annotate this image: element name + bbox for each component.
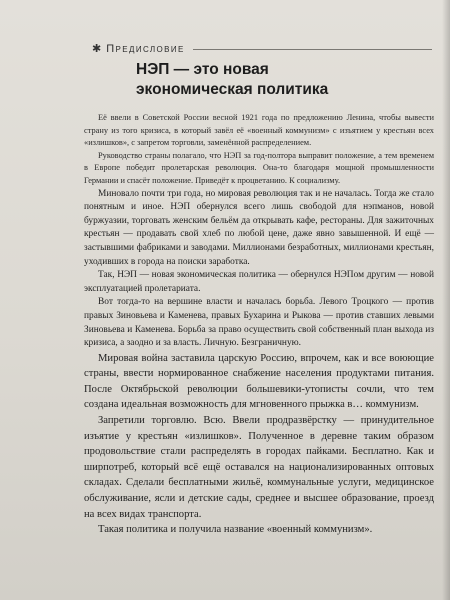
paragraph-6: Мировая война заставила царскую Россию, впрочем, как и все воюющие страны, ввести нормированное снабжение населения продуктами питания. После Октябрьской революции большевики-утописты сочли, что тем создана идеальная возможность для мгновенного прыжка в… коммунизм. bbox=[84, 352, 434, 411]
chapter-title bbox=[136, 60, 436, 100]
paragraph-1: Её ввели в Советской России весной 1921 года по предложению Ленина, чтобы вывести страну из того кризиса, в который завёл её «военный коммунизм» с изъятием у крестьян всех «излишков», с запретом торговли, заменённой распределением. bbox=[84, 113, 434, 148]
section-header bbox=[92, 42, 432, 56]
paragraph-3: Миновало почти три года, но мировая революция так и не началась. Тогда же стало понятным и иное. НЭП обернулся всего лишь свободой для нэпманов, новой буржуазии, торговать женским бельём да открывать кафе, рестораны. Для зажиточных крестьян — продавать свой хлеб по любой цене, даже явно завышенной. И ещё — застывшими фабриками и заводами. Миллионами безработных, миллионами крестьян, уходивших в города на поиски заработка. bbox=[84, 188, 434, 267]
section-label: Предисловие bbox=[106, 43, 185, 55]
paragraph-4: Так, НЭП — новая экономическая политика — обернулся НЭПом другим — новой эксплуатацией пролетариата. bbox=[84, 270, 434, 294]
chapter-title-line1: НЭП — это новая bbox=[136, 61, 269, 78]
paragraph-5: Вот тогда-то на вершине власти и началась борьба. Левого Троцкого — против правых Зиновьева и Каменева, правых Бухарина и Рыкова — против ставших левыми Зиновьева и Каменева. Борьба за право осуществить свой собственный план выхода из кризиса, а заодно и за власть. Личную. Безграничную. bbox=[84, 297, 434, 349]
paragraph-8: Такая политика и получила название «военный коммунизм». bbox=[98, 524, 373, 536]
paragraph-2: Руководство страны полагало, что НЭП за год-полтора выправит положение, а тем временем в Европе победит пролетарская революция. Она-то благодаря мощной промышленности Германии и спасёт положение. Приведёт к процветанию. К социализму. bbox=[84, 150, 434, 185]
body-text bbox=[84, 112, 434, 538]
chapter-title-line2: экономическая политика bbox=[136, 81, 329, 98]
star-icon: ✱ bbox=[92, 42, 102, 55]
header-rule bbox=[193, 49, 432, 50]
paragraph-7: Запретили торговлю. Всю. Ввели продразвёрстку — принудительное изъятие у крестьян «излишков». Полученное в деревне таким образом продовольствие стали распределять в городах пайками. Бесплатно. Как и ширпотреб, который всё ещё оставался на национализированных оптовых складах. Сделали бесплатными жильё, коммунальные услуги, медицинское обслуживание, ясли и детские сады, среднее и высшее образование, проезд на всех видах транспорта. bbox=[84, 415, 434, 520]
